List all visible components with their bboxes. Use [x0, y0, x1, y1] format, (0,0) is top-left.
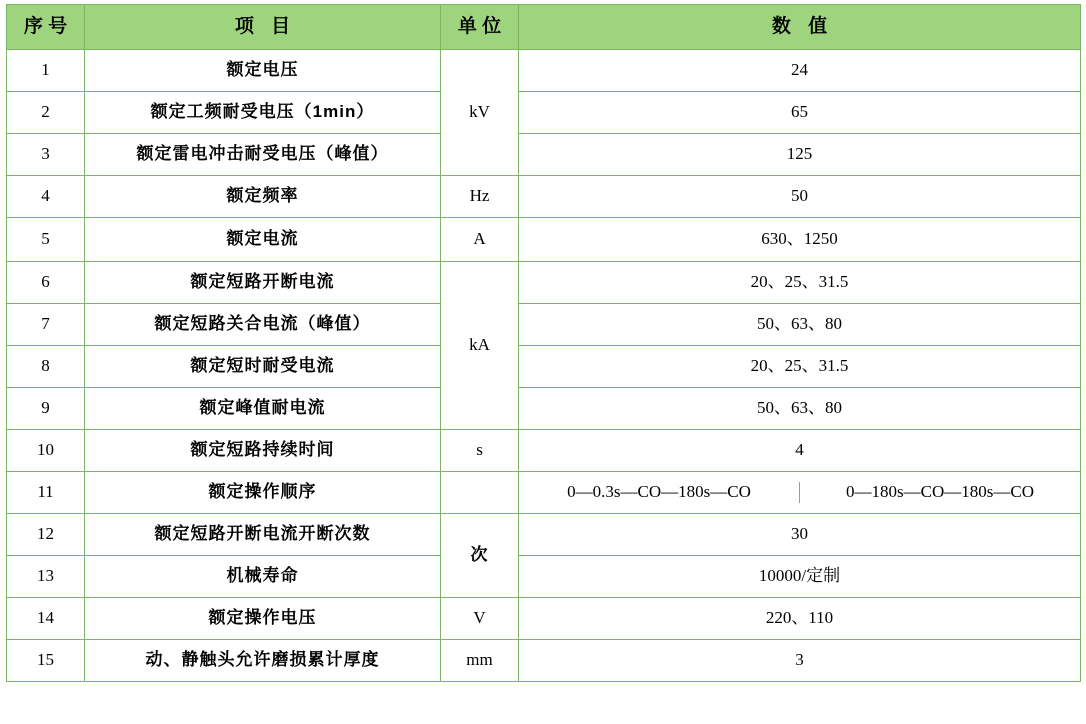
cell-value-option-b: 0—180s—CO—180s—CO: [846, 482, 1034, 502]
table-row: [7, 472, 1081, 514]
table-row: [7, 598, 1081, 640]
cell-item: 额定短路关合电流（峰值）: [85, 304, 441, 346]
cell-value: 50: [519, 176, 1081, 218]
cell-value: 30: [519, 514, 1081, 556]
table-row: [7, 50, 1081, 92]
cell-no: 14: [7, 598, 85, 640]
cell-unit: kA: [441, 262, 519, 430]
table-row: [7, 304, 1081, 346]
table-row: [7, 346, 1081, 388]
cell-item: 额定雷电冲击耐受电压（峰值）: [85, 134, 441, 176]
cell-no: 1: [7, 50, 85, 92]
table-row: [7, 134, 1081, 176]
cell-no: 5: [7, 218, 85, 262]
cell-no: 8: [7, 346, 85, 388]
cell-no: 13: [7, 556, 85, 598]
table-header: [7, 5, 1081, 50]
cell-no: 7: [7, 304, 85, 346]
table-row: [7, 640, 1081, 682]
cell-value-split: [519, 472, 1081, 514]
cell-item: 机械寿命: [85, 556, 441, 598]
cell-value: 4: [519, 430, 1081, 472]
cell-unit: kV: [441, 50, 519, 176]
cell-value: 50、63、80: [519, 388, 1081, 430]
cell-value: 125: [519, 134, 1081, 176]
cell-unit: A: [441, 218, 519, 262]
table-body: [7, 50, 1081, 682]
table-row: [7, 176, 1081, 218]
specification-table: [6, 4, 1081, 682]
cell-value: 10000/定制: [519, 556, 1081, 598]
header-unit: 单 位: [441, 5, 519, 50]
cell-item: 额定峰值耐电流: [85, 388, 441, 430]
cell-item: 额定工频耐受电压（1min）: [85, 92, 441, 134]
cell-unit: [441, 472, 519, 514]
header-no: 序 号: [7, 5, 85, 50]
table-row: [7, 514, 1081, 556]
cell-no: 9: [7, 388, 85, 430]
cell-no: 6: [7, 262, 85, 304]
cell-item: 额定电压: [85, 50, 441, 92]
table-row: [7, 92, 1081, 134]
cell-value: 220、110: [519, 598, 1081, 640]
cell-item: 额定短路开断电流: [85, 262, 441, 304]
cell-value: 65: [519, 92, 1081, 134]
table-row: [7, 388, 1081, 430]
cell-no: 4: [7, 176, 85, 218]
table-header-row: [7, 5, 1081, 50]
cell-item: 额定频率: [85, 176, 441, 218]
cell-unit: Hz: [441, 176, 519, 218]
header-value: 数 值: [519, 5, 1081, 50]
cell-item: 额定电流: [85, 218, 441, 262]
cell-value: 50、63、80: [519, 304, 1081, 346]
cell-no: 12: [7, 514, 85, 556]
cell-item: 额定短时耐受电流: [85, 346, 441, 388]
table-row: [7, 262, 1081, 304]
cell-unit: V: [441, 598, 519, 640]
cell-value: 24: [519, 50, 1081, 92]
cell-item: 额定短路开断电流开断次数: [85, 514, 441, 556]
cell-item: 额定短路持续时间: [85, 430, 441, 472]
table-row: [7, 430, 1081, 472]
table-row: [7, 218, 1081, 262]
cell-value: 3: [519, 640, 1081, 682]
table-row: [7, 556, 1081, 598]
cell-no: 10: [7, 430, 85, 472]
cell-value: 20、25、31.5: [519, 346, 1081, 388]
cell-value-option-a: 0—0.3s—CO—180s—CO: [519, 482, 800, 502]
cell-no: 15: [7, 640, 85, 682]
cell-unit: mm: [441, 640, 519, 682]
cell-item: 动、静触头允许磨损累计厚度: [85, 640, 441, 682]
cell-item: 额定操作顺序: [85, 472, 441, 514]
cell-no: 2: [7, 92, 85, 134]
cell-value: 630、1250: [519, 218, 1081, 262]
header-item: 项 目: [85, 5, 441, 50]
cell-unit: 次: [441, 514, 519, 598]
cell-value: 20、25、31.5: [519, 262, 1081, 304]
cell-no: 11: [7, 472, 85, 514]
cell-no: 3: [7, 134, 85, 176]
cell-item: 额定操作电压: [85, 598, 441, 640]
cell-unit: s: [441, 430, 519, 472]
